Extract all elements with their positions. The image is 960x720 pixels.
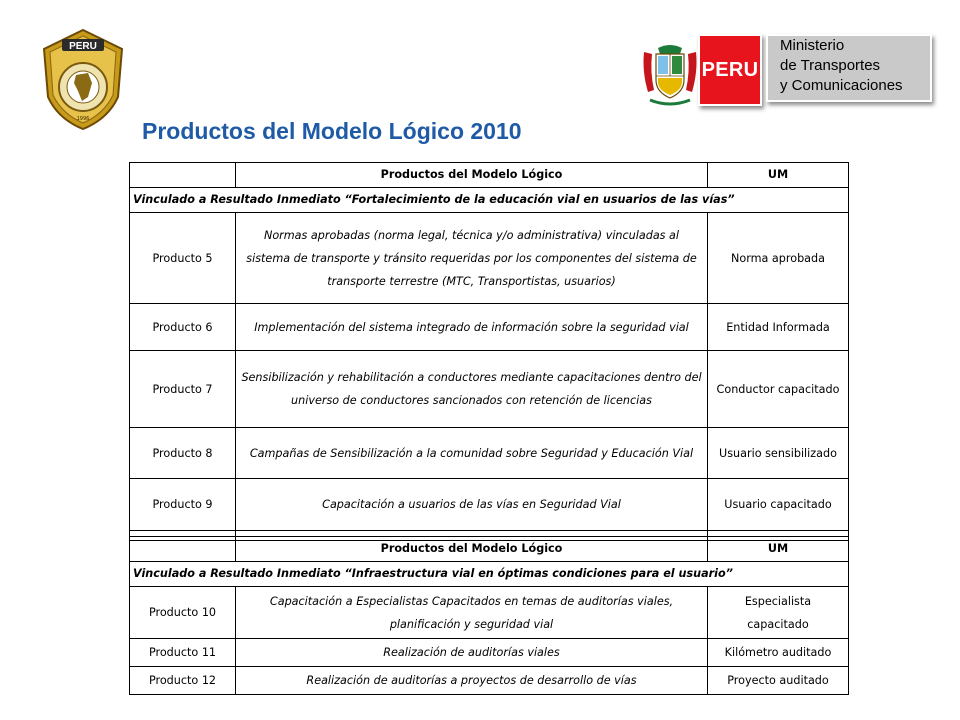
header-products: Productos del Modelo Lógico <box>236 537 708 562</box>
table-row <box>130 304 849 351</box>
badge-title: PERU <box>69 41 97 52</box>
ministry-label <box>766 34 932 102</box>
description-cell: Normas aprobadas (norma legal, técnica y/o administrativa) vinculadas al sistema de transporte y tránsito requeridas por los componentes del sistema de transporte terrestre (MTC, Transportistas, usuarios) <box>236 213 708 304</box>
um-cell: Usuario sensibilizado <box>708 428 849 479</box>
peru-label: PERU <box>698 34 762 106</box>
band-text: Vinculado a Resultado Inmediato “Infraestructura vial en óptimas condiciones para el usuario” <box>130 562 849 587</box>
table-row <box>130 639 849 667</box>
description-cell: Realización de auditorías viales <box>236 639 708 667</box>
band-row <box>130 188 849 213</box>
um-cell: Conductor capacitado <box>708 351 849 428</box>
um-cell: Kilómetro auditado <box>708 639 849 667</box>
product-cell: Producto 12 <box>130 667 236 695</box>
table-header-row <box>130 163 849 188</box>
band-text: Vinculado a Resultado Inmediato “Fortalecimiento de la educación vial en usuarios de las vías” <box>130 188 849 213</box>
header-blank <box>130 163 236 188</box>
um-cell: Entidad Informada <box>708 304 849 351</box>
header-um: UM <box>708 537 849 562</box>
product-cell: Producto 9 <box>130 479 236 531</box>
product-cell: Producto 6 <box>130 304 236 351</box>
um-cell: Norma aprobada <box>708 213 849 304</box>
table-row <box>130 479 849 531</box>
peru-coat-of-arms-icon <box>640 42 700 108</box>
road-safety-council-logo <box>38 27 128 132</box>
table-row <box>130 351 849 428</box>
description-cell: Capacitación a Especialistas Capacitados en temas de auditorías viales, planificación y seguridad vial <box>236 587 708 639</box>
um-cell: Especialista capacitado <box>708 587 849 639</box>
products-table-education <box>129 162 849 541</box>
products-table-infrastructure <box>129 536 849 695</box>
ministry-line-1: Ministerio <box>780 37 845 54</box>
product-cell: Producto 5 <box>130 213 236 304</box>
header-um: UM <box>708 163 849 188</box>
page-title: Productos del Modelo Lógico 2010 <box>142 118 522 144</box>
ministry-line-3: y Comunicaciones <box>780 77 903 94</box>
um-cell: Usuario capacitado <box>708 479 849 531</box>
header-blank <box>130 537 236 562</box>
ministry-line-2: de Transportes <box>780 57 881 74</box>
table-row <box>130 587 849 639</box>
description-cell: Campañas de Sensibilización a la comunidad sobre Seguridad y Educación Vial <box>236 428 708 479</box>
um-cell: Proyecto auditado <box>708 667 849 695</box>
table-row <box>130 667 849 695</box>
table-row <box>130 428 849 479</box>
header-products: Productos del Modelo Lógico <box>236 163 708 188</box>
description-cell: Sensibilización y rehabilitación a conductores mediante capacitaciones dentro del universo de conductores sancionados con retención de licencias <box>236 351 708 428</box>
description-cell: Capacitación a usuarios de las vías en Seguridad Vial <box>236 479 708 531</box>
product-cell: Producto 10 <box>130 587 236 639</box>
product-cell: Producto 11 <box>130 639 236 667</box>
table-header-row <box>130 537 849 562</box>
badge-year: 1996 <box>76 116 90 122</box>
product-cell: Producto 7 <box>130 351 236 428</box>
band-row <box>130 562 849 587</box>
description-cell: Realización de auditorías a proyectos de desarrollo de vías <box>236 667 708 695</box>
description-cell: Implementación del sistema integrado de información sobre la seguridad vial <box>236 304 708 351</box>
product-cell: Producto 8 <box>130 428 236 479</box>
table-row <box>130 213 849 304</box>
